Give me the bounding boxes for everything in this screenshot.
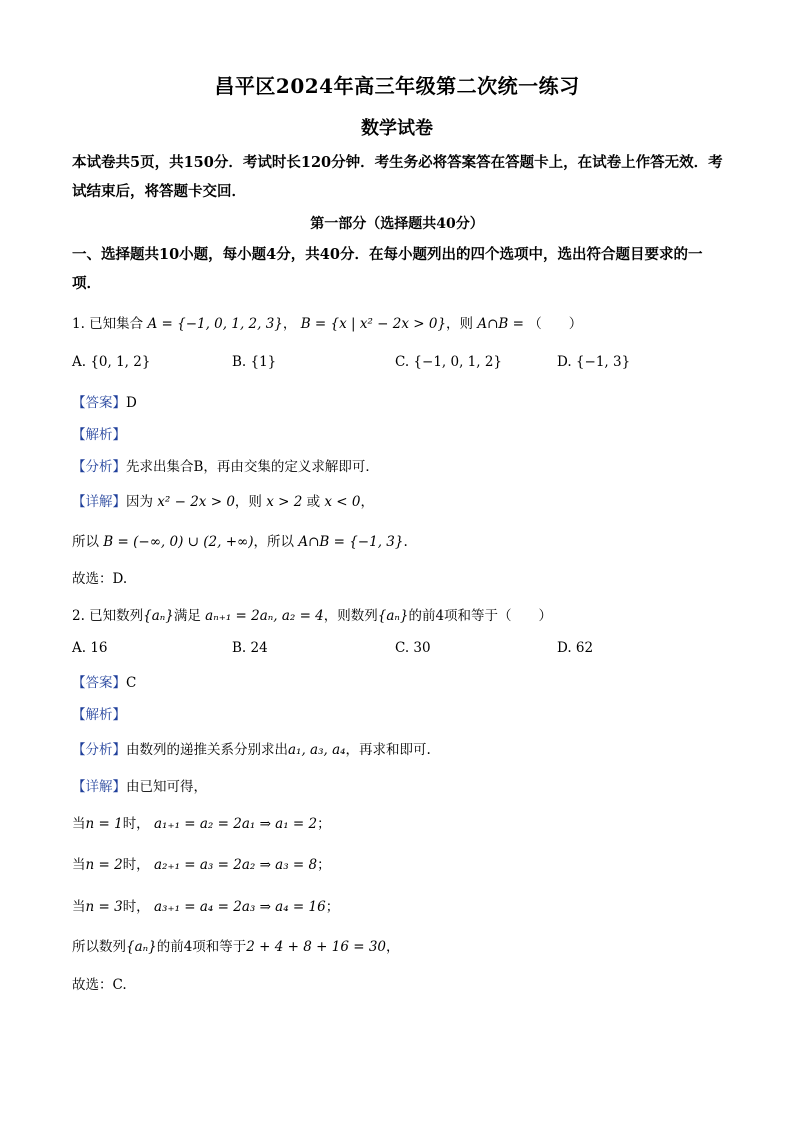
q2-sum: 所以数列{aₙ}的前4项和等于2 + 4 + 8 + 16 = 30， bbox=[72, 939, 400, 955]
q1-option-b: B. {1} bbox=[232, 354, 277, 370]
q1-answer-line bbox=[72, 391, 137, 411]
q2-option-c: C. 30 bbox=[395, 640, 431, 656]
q1-analysis-head: 【解析】 bbox=[72, 427, 126, 443]
q2-choose: 故选：C. bbox=[72, 977, 127, 993]
q1-stem: 1. 已知集合 A = {−1, 0, 1, 2, 3}， B = {x | x² − 2x > 0}，则 A∩B = （ ） bbox=[72, 316, 583, 332]
q1-option-a: A. {0, 1, 2} bbox=[72, 354, 151, 370]
q2-step-2: 当n = 2时， a₂₊₁ = a₃ = 2a₂ ⇒ a₃ = 8； bbox=[72, 857, 331, 873]
q2-answer-line bbox=[72, 671, 136, 691]
q1-detail-1: 【详解】因为 x² − 2x > 0，则 x > 2 或 x < 0， bbox=[72, 494, 375, 510]
q2-analysis-head: 【解析】 bbox=[72, 707, 126, 723]
answer-tag: 【答案】 bbox=[72, 395, 126, 411]
q1-option-d: D. {−1, 3} bbox=[557, 354, 631, 370]
q2-answer: C bbox=[126, 675, 137, 691]
q1-detail-2: 所以 B = (−∞, 0) ∪ (2, +∞)，所以 A∩B = {−1, 3}. bbox=[72, 534, 408, 550]
q2-detail: 【详解】由已知可得， bbox=[72, 779, 207, 795]
q1-choose: 故选：D. bbox=[72, 571, 128, 587]
q1-option-c: C. {−1, 0, 1, 2} bbox=[395, 354, 503, 370]
q1-set-b: B = {x | x² − 2x > 0} bbox=[300, 316, 447, 332]
q2-step-1: 当n = 1时， a₁₊₁ = a₂ = 2a₁ ⇒ a₁ = 2； bbox=[72, 816, 331, 832]
exam-intro: 本试卷共5页，共150分．考试时长120分钟．考生务必将答案答在答题卡上，在试卷上作答无效．考试结束后，将答题卡交回． bbox=[72, 154, 723, 200]
q2-stem: 2. 已知数列{aₙ}满足 aₙ₊₁ = 2aₙ, a₂ = 4，则数列{aₙ}的前4项和等于（ ） bbox=[72, 608, 553, 624]
q2-option-d: D. 62 bbox=[557, 640, 594, 656]
q2-option-a: A. 16 bbox=[72, 640, 108, 656]
part-heading: 第一部分（选择题共40分） bbox=[310, 216, 484, 232]
section-heading: 一、选择题共10小题，每小题4分，共40分．在每小题列出的四个选项中，选出符合题目要求的一项． bbox=[72, 246, 703, 292]
exam-title: 昌平区2024年高三年级第二次统一练习 bbox=[214, 74, 580, 98]
answer-tag: 【答案】 bbox=[72, 675, 126, 691]
q2-option-b: B. 24 bbox=[232, 640, 268, 656]
q2-step-3: 当n = 3时， a₃₊₁ = a₄ = 2a₃ ⇒ a₄ = 16； bbox=[72, 899, 340, 915]
q2-analysis: 【分析】由数列的递推关系分别求出a₁, a₃, a₄，再求和即可. bbox=[72, 742, 431, 758]
q1-expr: A∩B = bbox=[477, 316, 524, 332]
q1-set-a: A = {−1, 0, 1, 2, 3} bbox=[147, 316, 283, 332]
q1-answer: D bbox=[126, 395, 137, 411]
exam-subtitle: 数学试卷 bbox=[361, 118, 433, 139]
q1-analysis: 【分析】先求出集合B，再由交集的定义求解即可． bbox=[72, 459, 379, 475]
